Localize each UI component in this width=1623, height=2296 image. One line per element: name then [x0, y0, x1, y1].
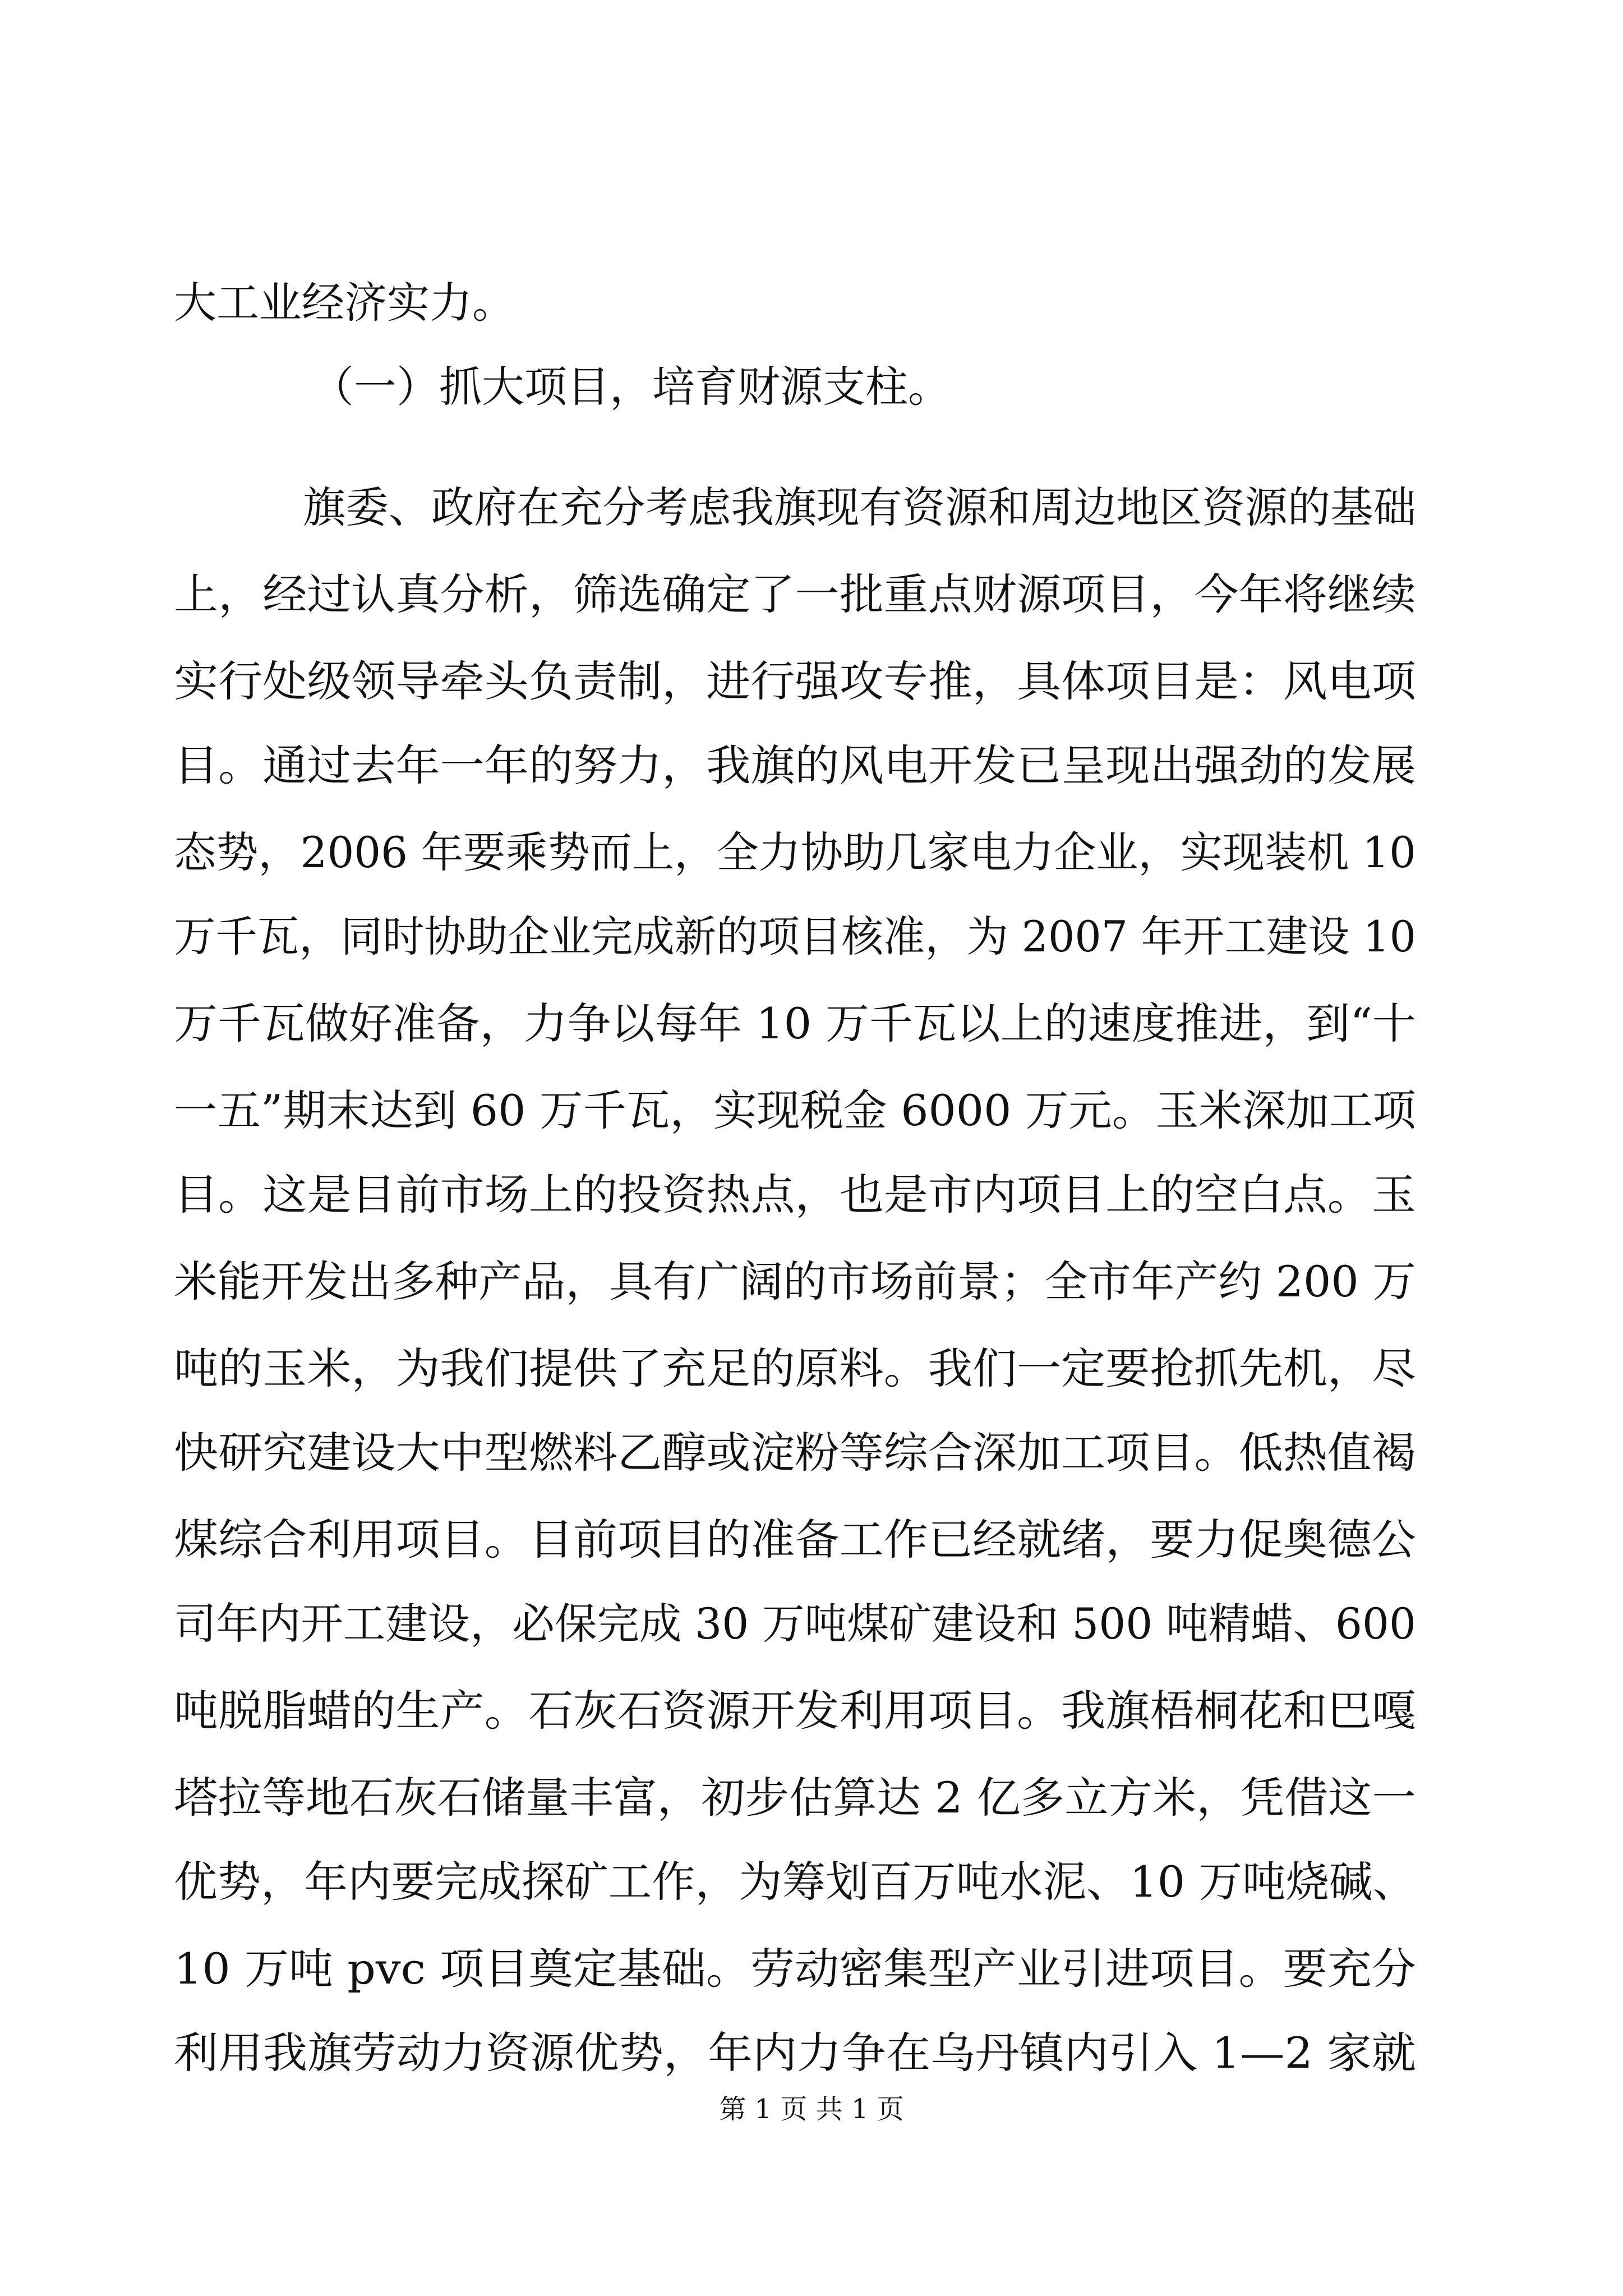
- text-line: [0, 1506, 1623, 1573]
- text-line: [0, 648, 1623, 715]
- text-line: [0, 1764, 1623, 1832]
- text-line: [0, 903, 1623, 970]
- line-text: 一五”期末达到 60 万千瓦，实现税金 6000 万元。玉米深加工项: [174, 1085, 1416, 1135]
- text-line: [0, 474, 1623, 541]
- line-text: 大工业经济实力。: [174, 278, 515, 328]
- line-text: 司年内开工建设，必保完成 30 万吨煤矿建设和 500 吨精蜡、600: [174, 1599, 1416, 1649]
- line-text: 上，经过认真分析，筛选确定了一批重点财源项目，今年将继续: [174, 569, 1416, 619]
- text-line: [0, 561, 1623, 628]
- line-text: 态势，2006 年要乘势而上，全力协助几家电力企业，实现装机 10: [174, 827, 1416, 877]
- line-text: 快研究建设大中型燃料乙醇或淀粉等综合深加工项目。低热值褐: [174, 1428, 1416, 1478]
- line-text: 万千瓦做好准备，力争以每年 10 万千瓦以上的速度推进，到“十: [174, 999, 1416, 1048]
- line-text: 塔拉等地石灰石储量丰富，初步估算达 2 亿多立方米，凭借这一: [174, 1773, 1416, 1823]
- line-text: （一）抓大项目，培育财源支柱。: [311, 362, 951, 412]
- text-line: [0, 1590, 1623, 1658]
- page-number-footer: 第 1 页 共 1 页: [719, 2093, 904, 2125]
- line-text: 吨的玉米，为我们提供了充足的原料。我们一定要抢抓先机，尽: [174, 1343, 1416, 1393]
- text-line: [0, 1848, 1623, 1916]
- text-line: [0, 732, 1623, 799]
- text-line: [0, 819, 1623, 886]
- text-line: [0, 353, 1623, 421]
- line-text: 10 万吨 pvc 项目奠定基础。劳动密集型产业引进项目。要充分: [174, 1944, 1416, 1994]
- line-text: 实行处级领导牵头负责制，进行强攻专推，具体项目是：风电项: [174, 656, 1416, 706]
- text-line: [0, 1935, 1623, 2003]
- line-text: 目。这是目前市场上的投资热点，也是市内项目上的空白点。玉: [174, 1170, 1416, 1220]
- text-line: [0, 1335, 1623, 1402]
- text-line: [0, 1161, 1623, 1228]
- text-line: [0, 990, 1623, 1057]
- line-text: 旗委、政府在充分考虑我旗现有资源和周边地区资源的基础: [303, 482, 1416, 532]
- text-line: [0, 1248, 1623, 1315]
- line-text: 吨脱脂蜡的生产。石灰石资源开发利用项目。我旗梧桐花和巴嘎: [174, 1686, 1416, 1736]
- line-text: 煤综合利用项目。目前项目的准备工作已经就绪，要力促奥德公: [174, 1515, 1416, 1565]
- text-line: [0, 2019, 1623, 2087]
- text-line: [0, 1077, 1623, 1144]
- text-line: [0, 1419, 1623, 1487]
- text-line: [0, 269, 1623, 337]
- text-line: [0, 1677, 1623, 1745]
- line-text: 万千瓦，同时协助企业完成新的项目核准，为 2007 年开工建设 10: [174, 912, 1416, 961]
- line-text: 利用我旗劳动力资源优势，年内力争在乌丹镇内引入 1—2 家就: [174, 2028, 1416, 2078]
- line-text: 优势，年内要完成探矿工作，为筹划百万吨水泥、10 万吨烧碱、: [174, 1857, 1416, 1907]
- line-text: 米能开发出多种产品，具有广阔的市场前景；全市年产约 200 万: [174, 1257, 1417, 1306]
- line-text: 目。通过去年一年的努力，我旗的风电开发已呈现出强劲的发展: [174, 740, 1416, 790]
